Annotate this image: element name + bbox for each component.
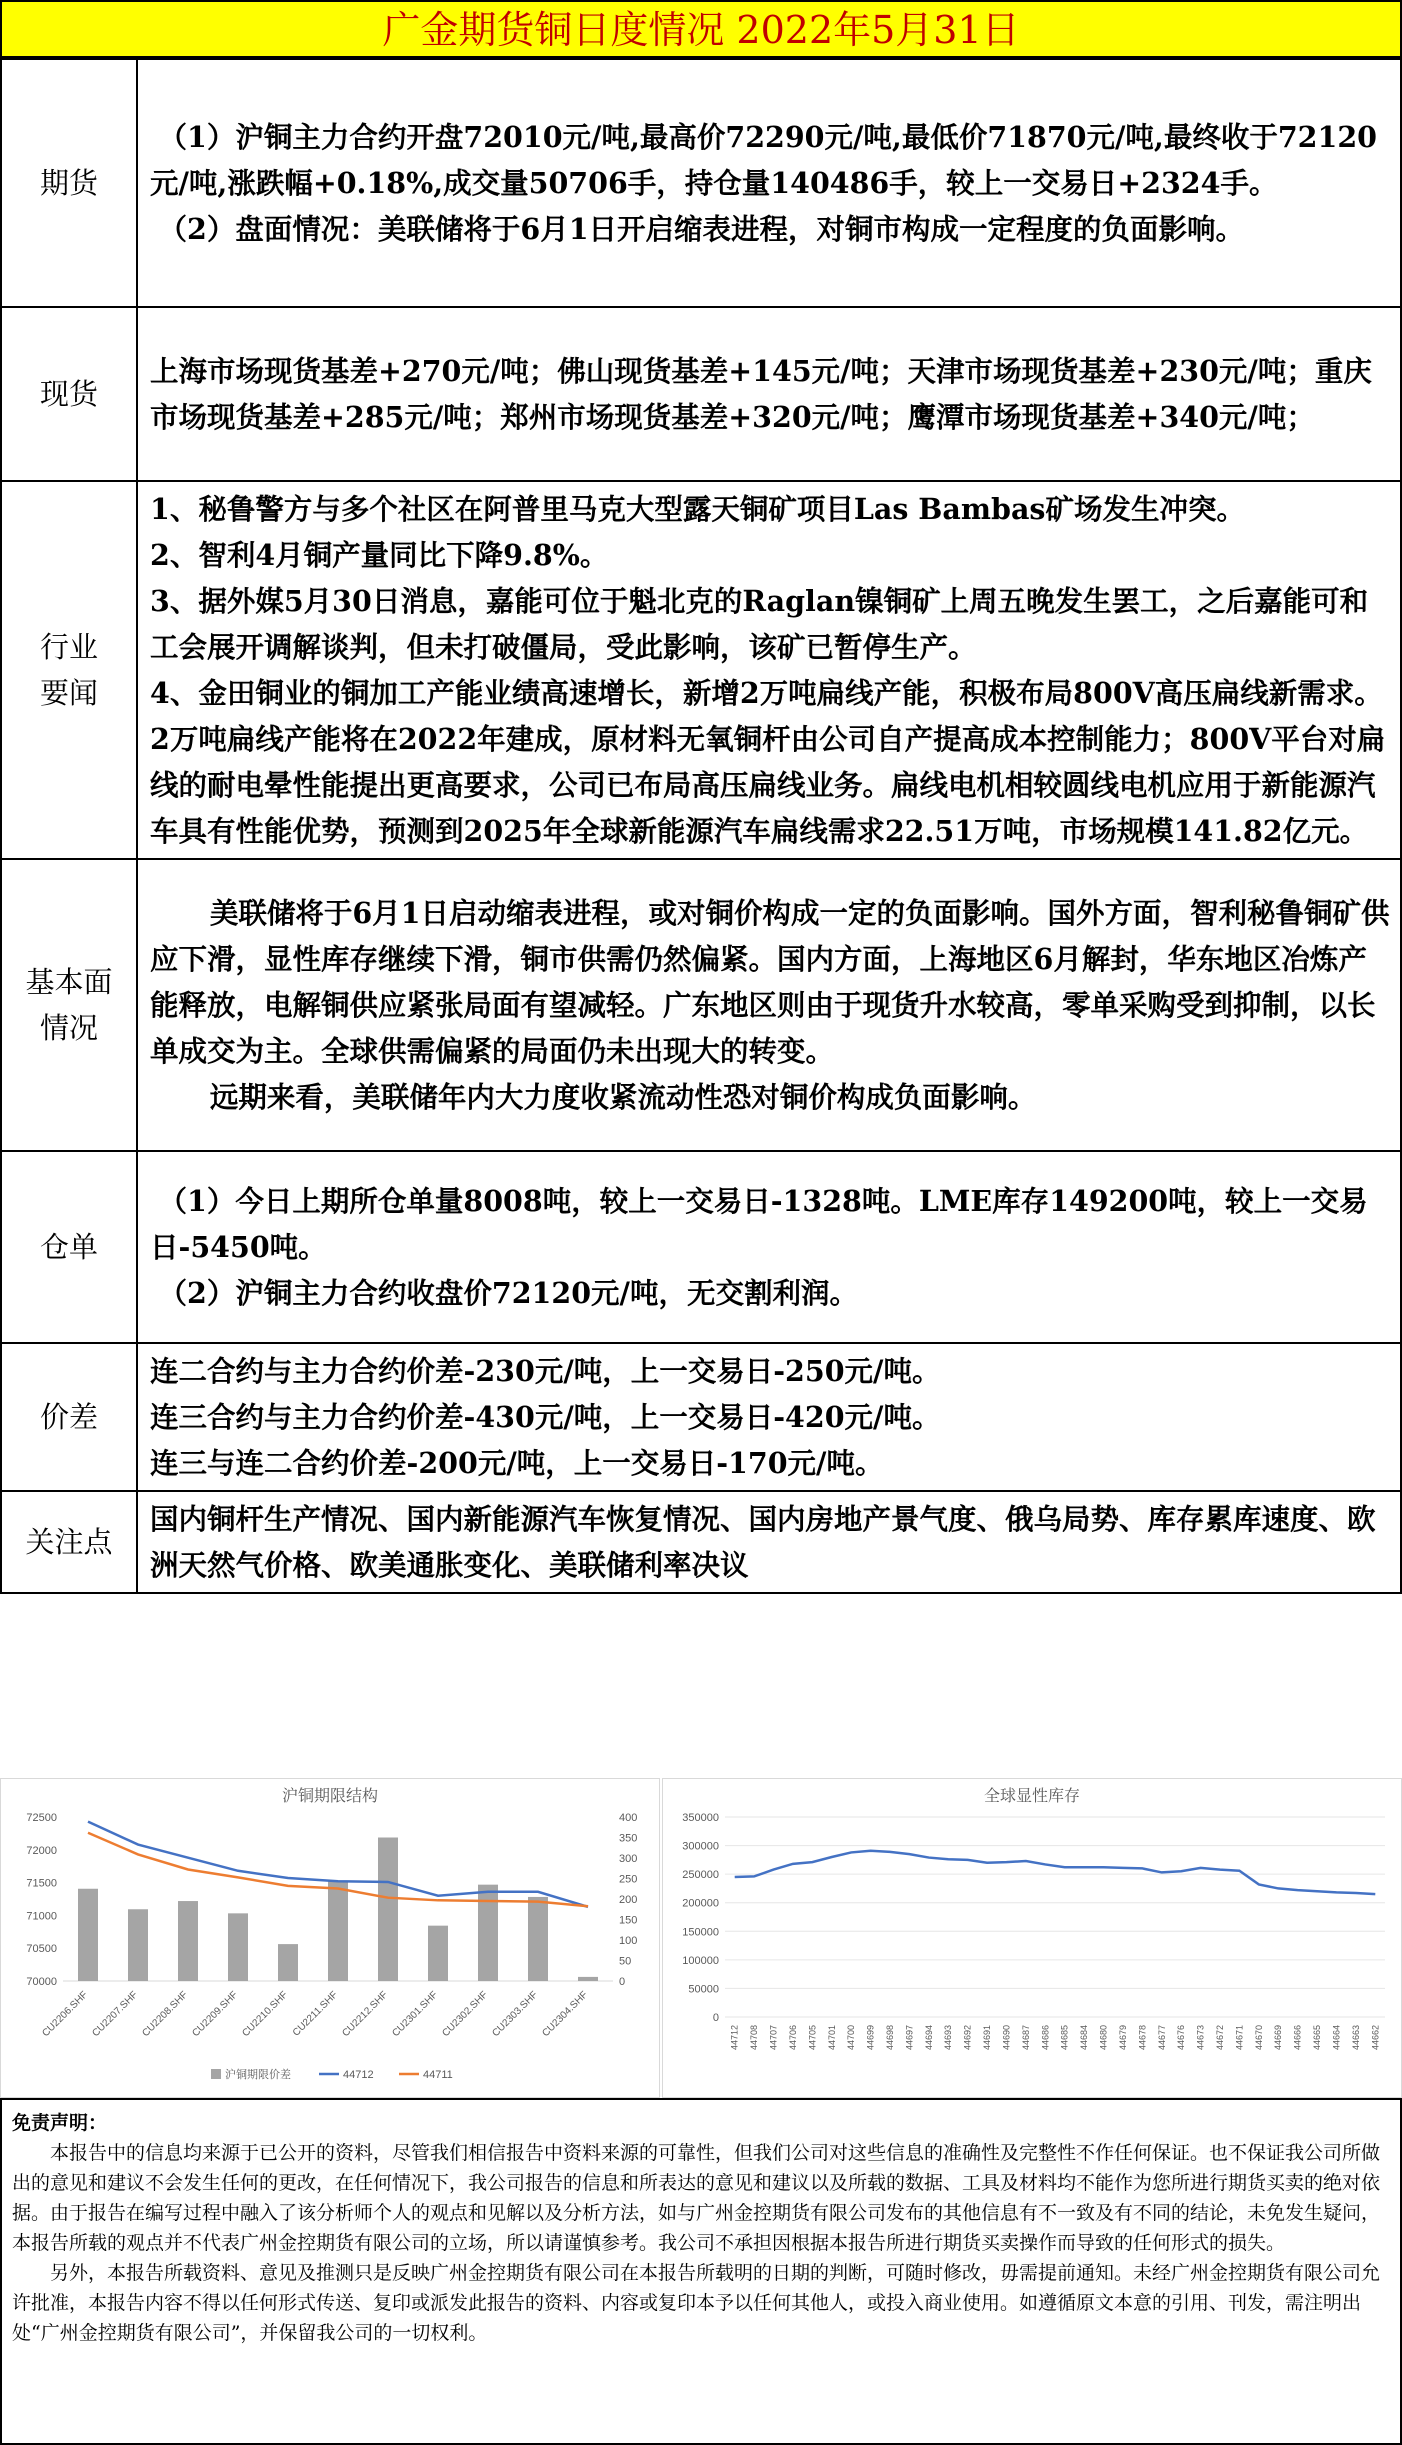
row-industry-news — [1, 481, 1401, 859]
row-content-spot — [137, 307, 1401, 481]
row-content-warehouse-receipts — [137, 1151, 1401, 1343]
x-tick-label: CU2209.SHF — [190, 1989, 241, 2040]
paragraph: （1）沪铜主力合约开盘72010元/吨,最高价72290元/吨,最低价71870元/吨,最终收于72120元/吨,涨跌幅+0.18%,成交量50706手，持仓量140486手，较上一交易日+2324手。 — [150, 120, 1377, 200]
y-tick-label: 100000 — [682, 1954, 719, 1967]
chart-title: 沪铜期限结构 — [281, 1788, 379, 1805]
x-tick-label: 44685 — [1059, 2025, 1070, 2051]
x-tick-label: 44687 — [1020, 2025, 1031, 2051]
x-tick-label: CU2206.SHF — [40, 1989, 91, 2040]
row-spreads — [1, 1343, 1401, 1491]
x-tick-label: 44686 — [1040, 2025, 1051, 2051]
report-title: 广金期货铜日度情况 2022年5月31日 — [0, 0, 1402, 58]
bar — [328, 1881, 348, 1981]
y2-tick-label: 200 — [619, 1894, 638, 1906]
row-label-fundamentals: 基本面 情况 — [1, 859, 137, 1151]
x-tick-label: 44700 — [846, 2025, 857, 2051]
paragraph: （1）今日上期所仓单量8008吨，较上一交易日-1328吨。LME库存149200吨，较上一交易日-5450吨。 — [150, 1184, 1368, 1264]
row-spot — [1, 307, 1401, 481]
inventory-chart — [662, 1778, 1402, 2098]
x-tick-label: 44669 — [1273, 2025, 1284, 2051]
y-tick-label: 0 — [712, 2012, 719, 2024]
x-tick-label: 44664 — [1331, 2025, 1342, 2051]
row-label-futures: 期货 — [1, 59, 137, 307]
x-tick-label: 44673 — [1195, 2025, 1206, 2051]
x-tick-label: CU2210.SHF — [240, 1989, 291, 2040]
y-tick-label: 70000 — [26, 1976, 57, 1988]
row-content-focus-points — [137, 1491, 1401, 1593]
x-tick-label: 44690 — [1001, 2025, 1012, 2051]
row-content-spreads — [137, 1343, 1401, 1491]
y-tick-label: 250000 — [682, 1869, 719, 1882]
x-tick-label: 44691 — [982, 2025, 993, 2051]
bar — [528, 1897, 548, 1981]
disclaimer-heading: 免责声明： — [12, 2112, 108, 2134]
paragraph: （2）盘面情况：美联储将于6月1日开启缩表进程，对铜市构成一定程度的负面影响。 — [158, 212, 1245, 246]
y-tick-label: 50000 — [688, 1983, 719, 1996]
x-tick-label: CU2303.SHF — [490, 1989, 541, 2040]
y-tick-label: 350000 — [682, 1812, 719, 1824]
x-tick-label: 44666 — [1292, 2025, 1303, 2051]
x-tick-label: 44694 — [923, 2025, 934, 2051]
y-tick-label: 72000 — [26, 1844, 57, 1857]
bar — [178, 1901, 198, 1981]
y-tick-label: 71500 — [26, 1877, 57, 1890]
x-tick-label: CU2212.SHF — [340, 1989, 391, 2040]
y-tick-label: 300000 — [682, 1840, 719, 1853]
y2-tick-label: 250 — [619, 1873, 638, 1886]
row-focus-points — [1, 1491, 1401, 1593]
row-label-industry-news: 行业 要闻 — [1, 481, 137, 859]
x-tick-label: 44697 — [904, 2025, 915, 2051]
x-tick-label: 44698 — [885, 2025, 895, 2051]
inventory-line — [735, 1851, 1376, 1894]
paragraph: （2）沪铜主力合约收盘价72120元/吨，无交割利润。 — [158, 1276, 858, 1310]
row-label-warehouse-receipts: 仓单 — [1, 1151, 137, 1343]
paragraph: 连三与连二合约价差-200元/吨，上一交易日-170元/吨。 — [150, 1446, 884, 1480]
y2-tick-label: 50 — [619, 1955, 632, 1968]
x-tick-label: CU2211.SHF — [290, 1989, 341, 2039]
row-content-futures — [137, 59, 1401, 307]
paragraph: 3、据外媒5月30日消息，嘉能可位于魁北克的Raglan镍铜矿上周五晚发生罢工，之后嘉能可和工会展开调解谈判，但未打破僵局，受此影响，该矿已暂停生产。 — [150, 584, 1369, 664]
y2-tick-label: 100 — [619, 1935, 638, 1947]
paragraph: 美联储将于6月1日启动缩表进程，或对铜价构成一定的负面影响。国外方面，智利秘鲁铜矿供应下滑，显性库存继续下滑，铜市供需仍然偏紧。国内方面，上海地区6月解封，华东地区冶炼产能释放，电解铜供应紧张局面有望减轻。广东地区则由于现货升水较高，零单采购受到抑制，以长单成交为主。全球供需偏紧的局面仍未出现大的转变。 — [150, 896, 1390, 1068]
legend-label: 44711 — [423, 2069, 453, 2081]
x-tick-label: 44672 — [1215, 2025, 1225, 2051]
x-tick-label: 44678 — [1137, 2025, 1148, 2051]
y2-tick-label: 300 — [619, 1853, 638, 1865]
x-tick-label: CU2208.SHF — [140, 1989, 191, 2040]
x-tick-label: 44665 — [1312, 2025, 1323, 2051]
bar — [128, 1909, 148, 1981]
row-fundamentals — [1, 859, 1401, 1151]
row-futures — [1, 59, 1401, 307]
bar — [78, 1889, 98, 1981]
paragraph: 连二合约与主力合约价差-230元/吨，上一交易日-250元/吨。 — [150, 1354, 941, 1388]
legend-label: 44712 — [343, 2069, 374, 2081]
inventory-chart-svg — [663, 1779, 1401, 2097]
x-tick-label: 44705 — [807, 2025, 818, 2051]
bar — [578, 1977, 598, 1981]
y2-tick-label: 0 — [619, 1976, 626, 1988]
bar — [478, 1885, 498, 1981]
x-tick-label: 44712 — [729, 2025, 740, 2051]
bar — [278, 1944, 298, 1981]
y2-tick-label: 400 — [619, 1812, 638, 1824]
x-tick-label: 44676 — [1176, 2025, 1187, 2051]
x-tick-label: CU2301.SHF — [390, 1989, 441, 2040]
paragraph: 上海市场现货基差+270元/吨；佛山现货基差+145元/吨；天津市场现货基差+230元/吨；重庆市场现货基差+285元/吨；郑州市场现货基差+320元/吨；鹰潭市场现货基差+340元/吨； — [150, 354, 1372, 434]
chart-title: 全球显性库存 — [983, 1788, 1081, 1805]
row-warehouse-receipts — [1, 1151, 1401, 1343]
row-content-industry-news — [137, 481, 1401, 859]
x-tick-label: 44701 — [826, 2025, 837, 2051]
legend-swatch — [211, 2069, 221, 2079]
x-tick-label: 44708 — [749, 2025, 760, 2051]
x-tick-label: 44679 — [1117, 2025, 1128, 2051]
x-tick-label: CU2304.SHF — [540, 1989, 591, 2040]
term-structure-chart-svg — [1, 1779, 659, 2097]
x-tick-label: 44692 — [962, 2025, 973, 2051]
x-tick-label: CU2302.SHF — [440, 1989, 491, 2040]
disclaimer-paragraph: 本报告中的信息均来源于已公开的资料，尽管我们相信报告中资料来源的可靠性，但我们公司对这些信息的准确性及完整性不作任何保证。也不保证我公司所做出的意见和建议不会发生任何的更改，在任何情况下，我公司报告的信息和所表达的意见和建议以及所载的数据、工具及材料均不能作为您所进行期货买卖的绝对依据。由于报告在编写过程中融入了该分析师个人的观点和见解以及分析方法，如与广州金控期货有限公司发布的其他信息有不一致及有不同的结论，未免发生疑问，本报告所载的观点并不代表广州金控期货有限公司的立场，所以请谨慎参考。我公司不承担因根据本报告所进行期货买卖操作而导致的任何形式的损失。 — [12, 2142, 1381, 2254]
charts-area — [0, 1778, 1402, 2098]
report-table — [0, 58, 1402, 1594]
row-label-spreads: 价差 — [1, 1343, 137, 1491]
bar — [378, 1838, 398, 1982]
disclaimer-paragraph: 另外，本报告所载资料、意见及推测只是反映广州金控期货有限公司在本报告所载明的日期的判断，可随时修改，毋需提前通知。未经广州金控期货有限公司允许批准，本报告内容不得以任何形式传送、复印或派发此报告的资料、内容或复印本予以任何其他人，或投入商业使用。如遵循原文本意的引用、刊发，需注明出处“广州金控期货有限公司”，并保留我公司的一切权利。 — [12, 2262, 1381, 2344]
paragraph: 远期来看，美联储年内大力度收紧流动性恐对铜价构成负面影响。 — [209, 1080, 1037, 1114]
legend-label: 沪铜期限价差 — [225, 2069, 291, 2081]
x-tick-label: 44671 — [1234, 2025, 1245, 2051]
y-tick-label: 70500 — [26, 1943, 57, 1956]
x-tick-label: 44706 — [787, 2025, 798, 2051]
disclaimer — [0, 2098, 1402, 2445]
y-tick-label: 200000 — [682, 1897, 719, 1910]
bar — [428, 1926, 448, 1981]
x-tick-label: CU2207.SHF — [90, 1989, 141, 2040]
y-tick-label: 72500 — [26, 1812, 57, 1824]
x-tick-label: 44663 — [1350, 2025, 1361, 2051]
y-tick-label: 71000 — [26, 1910, 57, 1923]
x-tick-label: 44680 — [1098, 2025, 1109, 2051]
term-structure-chart — [0, 1778, 660, 2098]
row-content-fundamentals — [137, 859, 1401, 1151]
row-label-focus-points: 关注点 — [1, 1491, 137, 1593]
paragraph: 2、智利4月铜产量同比下降9.8%。 — [150, 538, 609, 572]
x-tick-label: 44699 — [865, 2025, 876, 2051]
paragraph: 连三合约与主力合约价差-430元/吨，上一交易日-420元/吨。 — [150, 1400, 941, 1434]
x-tick-label: 44670 — [1253, 2025, 1264, 2051]
paragraph: 4、金田铜业的铜加工产能业绩高速增长，新增2万吨扁线产能，积极布局800V高压扁线新需求。2万吨扁线产能将在2022年建成，原材料无氧铜杆由公司自产提高成本控制能力；800V平台对扁线的耐电晕性能提出更高要求，公司已布局高压扁线业务。扁线电机相较圆线电机应用于新能源汽车具有性能优势，预测到2025年全球新能源汽车扁线需求22.51万吨，市场规模141.82亿元。 — [150, 676, 1386, 848]
x-tick-label: 44677 — [1156, 2025, 1167, 2051]
x-tick-label: 44684 — [1079, 2025, 1090, 2051]
y-tick-label: 150000 — [682, 1926, 719, 1939]
x-tick-label: 44662 — [1370, 2025, 1381, 2051]
bar — [228, 1913, 248, 1981]
paragraph: 1、秘鲁警方与多个社区在阿普里马克大型露天铜矿项目Las Bambas矿场发生冲突。 — [150, 492, 1245, 526]
row-label-spot: 现货 — [1, 307, 137, 481]
x-tick-label: 44693 — [943, 2025, 954, 2051]
x-tick-label: 44707 — [768, 2025, 779, 2051]
y2-tick-label: 350 — [619, 1832, 638, 1845]
paragraph: 国内铜杆生产情况、国内新能源汽车恢复情况、国内房地产景气度、俄乌局势、库存累库速度、欧洲天然气价格、欧美通胀变化、美联储利率决议 — [150, 1502, 1376, 1582]
y2-tick-label: 150 — [619, 1914, 638, 1927]
